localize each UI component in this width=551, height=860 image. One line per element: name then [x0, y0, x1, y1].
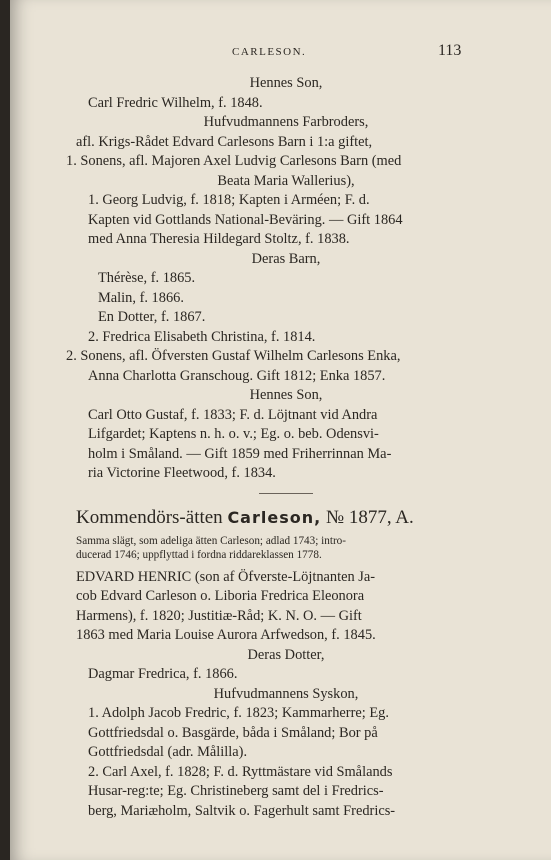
text-line: holm i Småland. — Gift 1859 med Friherrinnan Ma- [88, 445, 392, 462]
text-line: Beata Maria Wallerius), [217, 172, 355, 189]
section-note-line: ducerad 1746; uppflyttad i fordna riddareklassen 1778. [76, 548, 322, 561]
text-line: Carl Otto Gustaf, f. 1833; F. d. Löjtnant vid Andra [88, 406, 378, 423]
running-head: CARLESON. [232, 46, 307, 58]
text-line: Gottfriedsdal (adr. Målilla). [88, 744, 248, 760]
text-line: Thérèse, f. 1865. [98, 270, 196, 286]
text-line: 1. Adolph Jacob Fredric, f. 1823; Kammarherre; Eg. [88, 705, 389, 721]
text-line: afl. Krigs-Rådet Edvard Carlesons Barn i 1:a giftet, [76, 133, 373, 150]
book-page [10, 0, 551, 860]
text-line: 2. Fredrica Elisabeth Christina, f. 1814. [88, 328, 316, 345]
text-line: Hufvudmannens Syskon, [213, 685, 359, 702]
text-line: Kapten vid Gottlands National-Beväring. — Gift 1864 [88, 211, 403, 228]
text-line: Lifgardet; Kaptens n. h. o. v.; Eg. o. beb. Odensvi- [88, 426, 379, 442]
page-number: 113 [438, 42, 462, 59]
text-line: En Dotter, f. 1867. [98, 309, 206, 325]
text-line: Carl Fredric Wilhelm, f. 1848. [88, 94, 263, 111]
page-header [10, 42, 551, 62]
section-note [76, 534, 496, 562]
section-title-lineage: Kommendörs-ätten [76, 506, 223, 528]
text-line: Deras Dotter, [247, 646, 325, 663]
section-title [76, 506, 496, 530]
text-line: Anna Charlotta Granschoug. Gift 1812; Enka 1857. [88, 367, 386, 384]
section-divider [259, 493, 313, 494]
text-line: 1863 med Maria Louise Aurora Arfwedson, f. 1845. [76, 627, 376, 643]
text-line: 1. Sonens, afl. Majoren Axel Ludvig Carlesons Barn (med [66, 153, 402, 169]
text-line: Deras Barn, [251, 250, 321, 267]
text-line: Harmens), f. 1820; Justitiæ-Råd; K. N. O. — Gift [76, 607, 362, 624]
text-line: Husar-reg:te; Eg. Christineberg samt del i Fredrics- [88, 783, 384, 799]
section-title-family: Carleson, [227, 507, 322, 527]
section-note-line: Samma slägt, som adeliga ätten Carleson; adlad 1743; intro- [76, 534, 346, 547]
section-title-number: № 1877, A. [325, 506, 414, 528]
text-line: Gottfriedsdal o. Basgärde, båda i Småland; Bor på [88, 724, 378, 741]
text-line: Hennes Son, [249, 75, 323, 91]
text-line: Malin, f. 1866. [98, 289, 184, 306]
text-line: berg, Mariæholm, Saltvik o. Fagerhult samt Fredrics- [88, 802, 396, 819]
text-line: med Anna Theresia Hildegard Stoltz, f. 1838. [88, 231, 350, 247]
text-line: ria Victorine Fleetwood, f. 1834. [88, 465, 276, 481]
text-line: 2. Carl Axel, f. 1828; F. d. Ryttmästare vid Smålands [88, 763, 393, 780]
page-body [66, 74, 496, 821]
text-line: Dagmar Fredrica, f. 1866. [88, 666, 238, 682]
text-line: cob Edvard Carleson o. Liboria Fredrica Eleonora [76, 588, 365, 604]
genealogy-block-carleson [66, 74, 496, 484]
text-line: Hufvudmannens Farbroders, [203, 114, 369, 130]
text-line: 2. Sonens, afl. Öfversten Gustaf Wilhelm Carlesons Enka, [66, 348, 401, 364]
genealogy-block-kommendors [76, 568, 496, 822]
text-line: 1. Georg Ludvig, f. 1818; Kapten i Arméen; F. d. [88, 192, 370, 208]
text-line: Hennes Son, [249, 387, 323, 403]
text-line: EDVARD HENRIC (son af Öfverste-Löjtnanten Ja- [76, 568, 376, 585]
